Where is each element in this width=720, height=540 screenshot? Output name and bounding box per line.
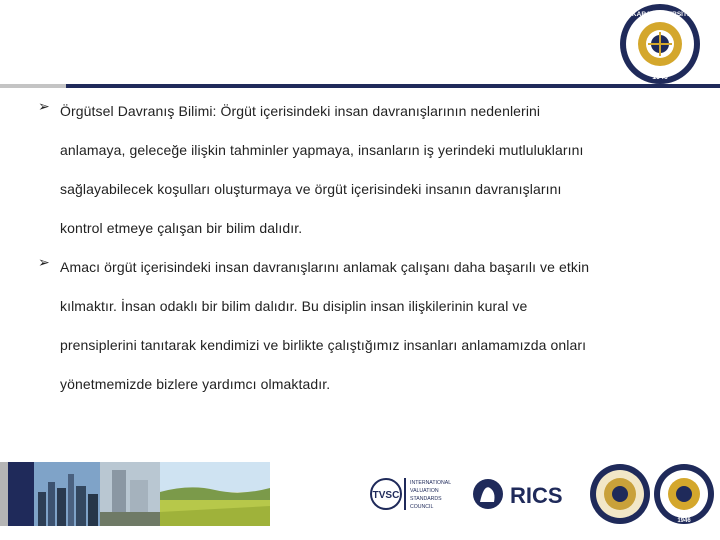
svg-text:STANDARDS: STANDARDS [410, 496, 442, 502]
bullet-item [38, 248, 690, 404]
bullet-line: kılmaktır. İnsan odaklı bir bilim dalıdır. Bu disiplin insan ilişkilerinin kural ve [60, 298, 528, 314]
bullet-line: sağlayabilecek koşulları oluşturmaya ve örgüt içerisindeki insanın davranışlarını [60, 181, 562, 197]
city-skyline-photo [34, 462, 100, 526]
seal-year-text: 1946 [652, 74, 668, 81]
bullet-item [38, 92, 690, 248]
bullet-line: yönetmemizde bizlere yardımcı olmaktadır. [60, 376, 331, 392]
tvsc-label: TVSC [372, 490, 400, 501]
seal-title-text: ANKARA ÜNİVERSİTESİ [622, 11, 698, 18]
header-rule-navy [66, 84, 720, 88]
footer-navy-strip [8, 462, 34, 526]
svg-text:COUNCIL: COUNCIL [410, 504, 434, 510]
svg-text:VALUATION: VALUATION [410, 488, 439, 494]
bullet-line: prensiplerini tanıtarak kendimizi ve birlikte çalıştığımız insanları anlamamızda onları [60, 337, 587, 353]
header-rule-gray [0, 84, 66, 88]
field-landscape-photo [160, 462, 270, 526]
building-photo [100, 462, 160, 526]
bullet-line: kontrol etmeye çalışan bir bilim dalıdır. [60, 220, 303, 236]
university-seal-footer-logo [652, 462, 716, 526]
footer-gray-strip [0, 462, 8, 526]
tvsc-logo [368, 462, 460, 526]
institutional-seal-logo [588, 462, 652, 526]
rics-label: RICS [510, 483, 563, 508]
bullet-line: Örgütsel Davranış Bilimi: Örgüt içerisindeki insan davranışlarının nedenlerini [60, 103, 541, 119]
slide-body [38, 92, 690, 404]
rics-logo [468, 462, 578, 526]
bullet-line: anlamaya, geleceğe ilişkin tahminler yapmaya, insanların iş yerindeki mutluluklarını [60, 142, 584, 158]
university-seal-logo [618, 2, 702, 86]
arrow-bullet-icon: ➢ [38, 254, 50, 270]
footer-seal-year: 1946 [677, 518, 691, 524]
svg-text:INTERNATIONAL: INTERNATIONAL [410, 480, 452, 486]
arrow-bullet-icon: ➢ [38, 98, 50, 114]
bullet-line: Amacı örgüt içerisindeki insan davranışlarını anlamak çalışanı daha başarılı ve etkin [60, 259, 590, 275]
